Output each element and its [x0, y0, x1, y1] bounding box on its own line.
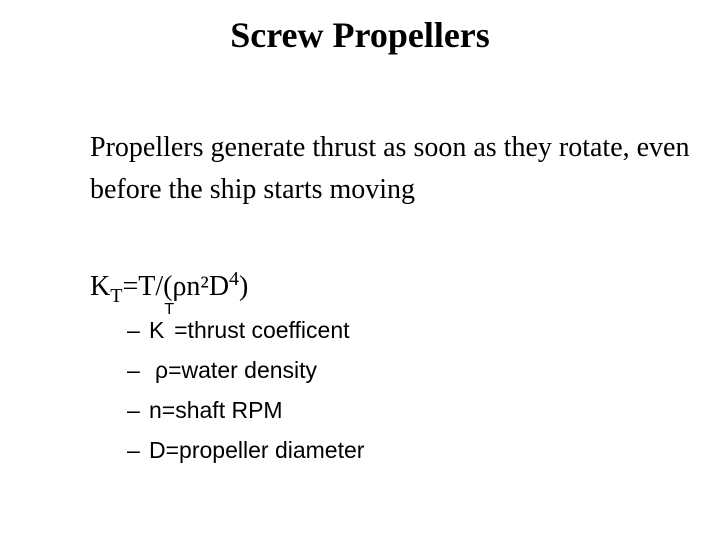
- variable-definitions-list: [127, 301, 365, 470]
- formula-k-subscript: T: [110, 285, 123, 307]
- bullet-symbol-subscript: T: [164, 301, 175, 318]
- bullet-symbol: K: [149, 317, 165, 343]
- bullet-text: =water density: [168, 357, 318, 383]
- list-item: [127, 301, 364, 350]
- bullet-symbol: D: [149, 437, 166, 463]
- formula-d-exponent: 4: [229, 268, 240, 290]
- bullet-dash: –: [127, 397, 140, 423]
- bullet-dash: –: [127, 437, 140, 463]
- bullet-symbol: n: [149, 397, 162, 423]
- bullet-dash: –: [127, 317, 140, 343]
- bullet-symbol: ρ: [155, 357, 169, 383]
- list-item: [127, 390, 364, 430]
- formula-body: =T/(ρn²D: [122, 271, 230, 302]
- bullet-text: =propeller diameter: [165, 437, 365, 463]
- formula-close: ): [239, 271, 249, 302]
- slide-title: Screw Propellers: [230, 15, 490, 55]
- bullet-dash: –: [127, 357, 140, 383]
- bullet-text: =shaft RPM: [161, 397, 283, 423]
- list-item: [127, 350, 364, 390]
- intro-paragraph: Propellers generate thrust as soon as they rotate, even before the ship starts moving: [90, 132, 690, 205]
- bullet-text: =thrust coefficent: [174, 317, 350, 343]
- formula-k: K: [90, 271, 111, 302]
- list-item: [127, 430, 364, 470]
